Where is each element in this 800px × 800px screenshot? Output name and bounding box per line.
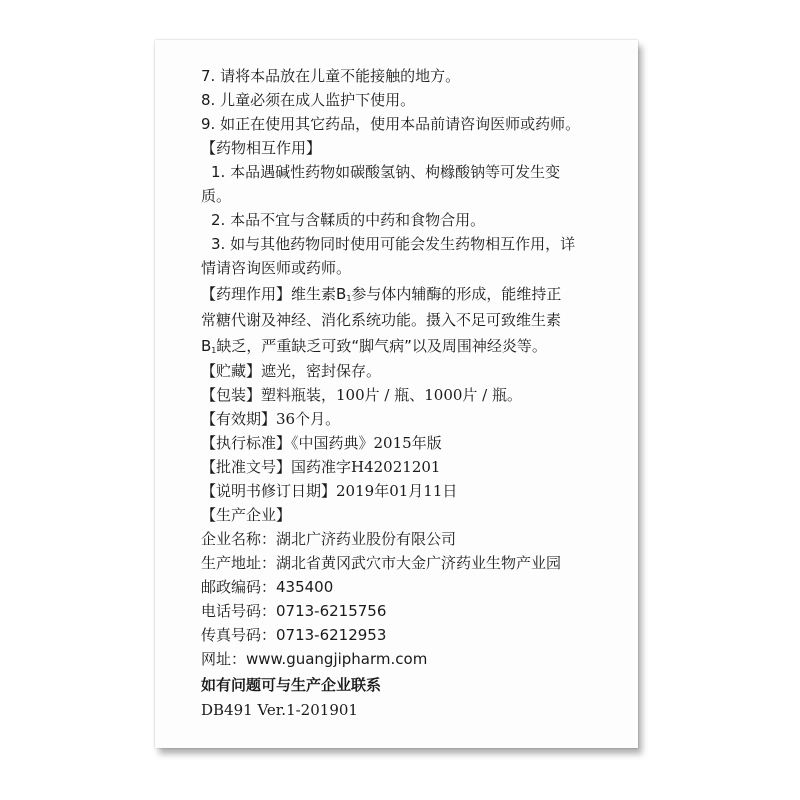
pharmacology-line-2: 常糖代谢及神经、消化系统功能。摄入不足可致维生素 xyxy=(201,311,562,329)
approval-line xyxy=(201,457,440,477)
storage-value: 遮光，密封保存。 xyxy=(261,362,382,380)
packaging-value: 塑料瓶装，100片 / 瓶、1000片 / 瓶。 xyxy=(261,386,523,404)
packaging-line xyxy=(201,385,522,405)
pharmacology-text-1b: 参与体内辅酶的形成，能维持正 xyxy=(351,285,562,303)
manufacturer-name: 企业名称：湖北广济药业股份有限公司 xyxy=(201,530,457,548)
interaction-item-2: 2. 本品不宜与含鞣质的中药和食物合用。 xyxy=(211,211,486,229)
validity-value: 36个月。 xyxy=(276,410,341,428)
revision-line xyxy=(201,481,457,501)
contact-note: 如有问题可与生产企业联系 xyxy=(201,676,382,694)
approval-value: 国药准字H42021201 xyxy=(291,458,441,476)
pharmacology-text-3a: B xyxy=(201,337,212,355)
interaction-item-3-line-2: 情请咨询医师或药师。 xyxy=(201,259,352,277)
standard-heading: 【执行标准】 xyxy=(201,434,292,452)
pharmacology-heading: 【药理作用】 xyxy=(201,285,292,303)
revision-value: 2019年01月11日 xyxy=(336,482,458,500)
storage-line xyxy=(201,361,381,381)
precaution-item-9: 9. 如正在使用其它药品，使用本品前请咨询医师或药师。 xyxy=(201,115,581,133)
pharmacology-subscript-2: 1 xyxy=(211,346,217,355)
pharmacology-text-3b: 缺乏，严重缺乏可致“脚气病”以及周围神经炎等。 xyxy=(216,337,547,355)
pharmacology-subscript-1: 1 xyxy=(346,294,352,303)
standard-line xyxy=(201,433,442,453)
manufacturer-website: 网址：www.guangjipharm.com xyxy=(201,650,428,668)
manufacturer-address: 生产地址：湖北省黄冈武穴市大金广济药业生物产业园 xyxy=(201,554,562,572)
precaution-item-8: 8. 儿童必须在成人监护下使用。 xyxy=(201,91,416,109)
revision-heading: 【说明书修订日期】 xyxy=(201,482,337,500)
approval-heading: 【批准文号】 xyxy=(201,458,292,476)
manufacturer-heading: 【生产企业】 xyxy=(201,506,292,524)
pharmacology-text-1a: 维生素B xyxy=(291,285,347,303)
pharmacology-line-3 xyxy=(201,336,547,361)
pharmacology-line-1 xyxy=(201,284,561,309)
validity-line xyxy=(201,409,340,429)
packaging-heading: 【包装】 xyxy=(201,386,262,404)
storage-heading: 【贮藏】 xyxy=(201,362,262,380)
manufacturer-phone: 电话号码：0713-6215756 xyxy=(201,602,387,620)
standard-value: 《中国药典》2015年版 xyxy=(291,434,442,452)
document-code: DB491 Ver.1-201901 xyxy=(201,701,358,719)
interaction-item-3-line-1: 3. 如与其他药物同时使用可能会发生药物相互作用，详 xyxy=(211,235,576,253)
leaflet-sheet xyxy=(155,40,638,748)
interaction-item-1-line-1: 1. 本品遇碱性药物如碳酸氢钠、枸橼酸钠等可发生变 xyxy=(211,163,561,181)
interactions-heading: 【药物相互作用】 xyxy=(201,139,322,157)
manufacturer-postal: 邮政编码：435400 xyxy=(201,578,334,596)
precaution-item-7: 7. 请将本品放在儿童不能接触的地方。 xyxy=(201,67,461,85)
manufacturer-fax: 传真号码：0713-6212953 xyxy=(201,626,387,644)
interaction-item-1-line-2: 质。 xyxy=(201,187,232,205)
validity-heading: 【有效期】 xyxy=(201,410,277,428)
